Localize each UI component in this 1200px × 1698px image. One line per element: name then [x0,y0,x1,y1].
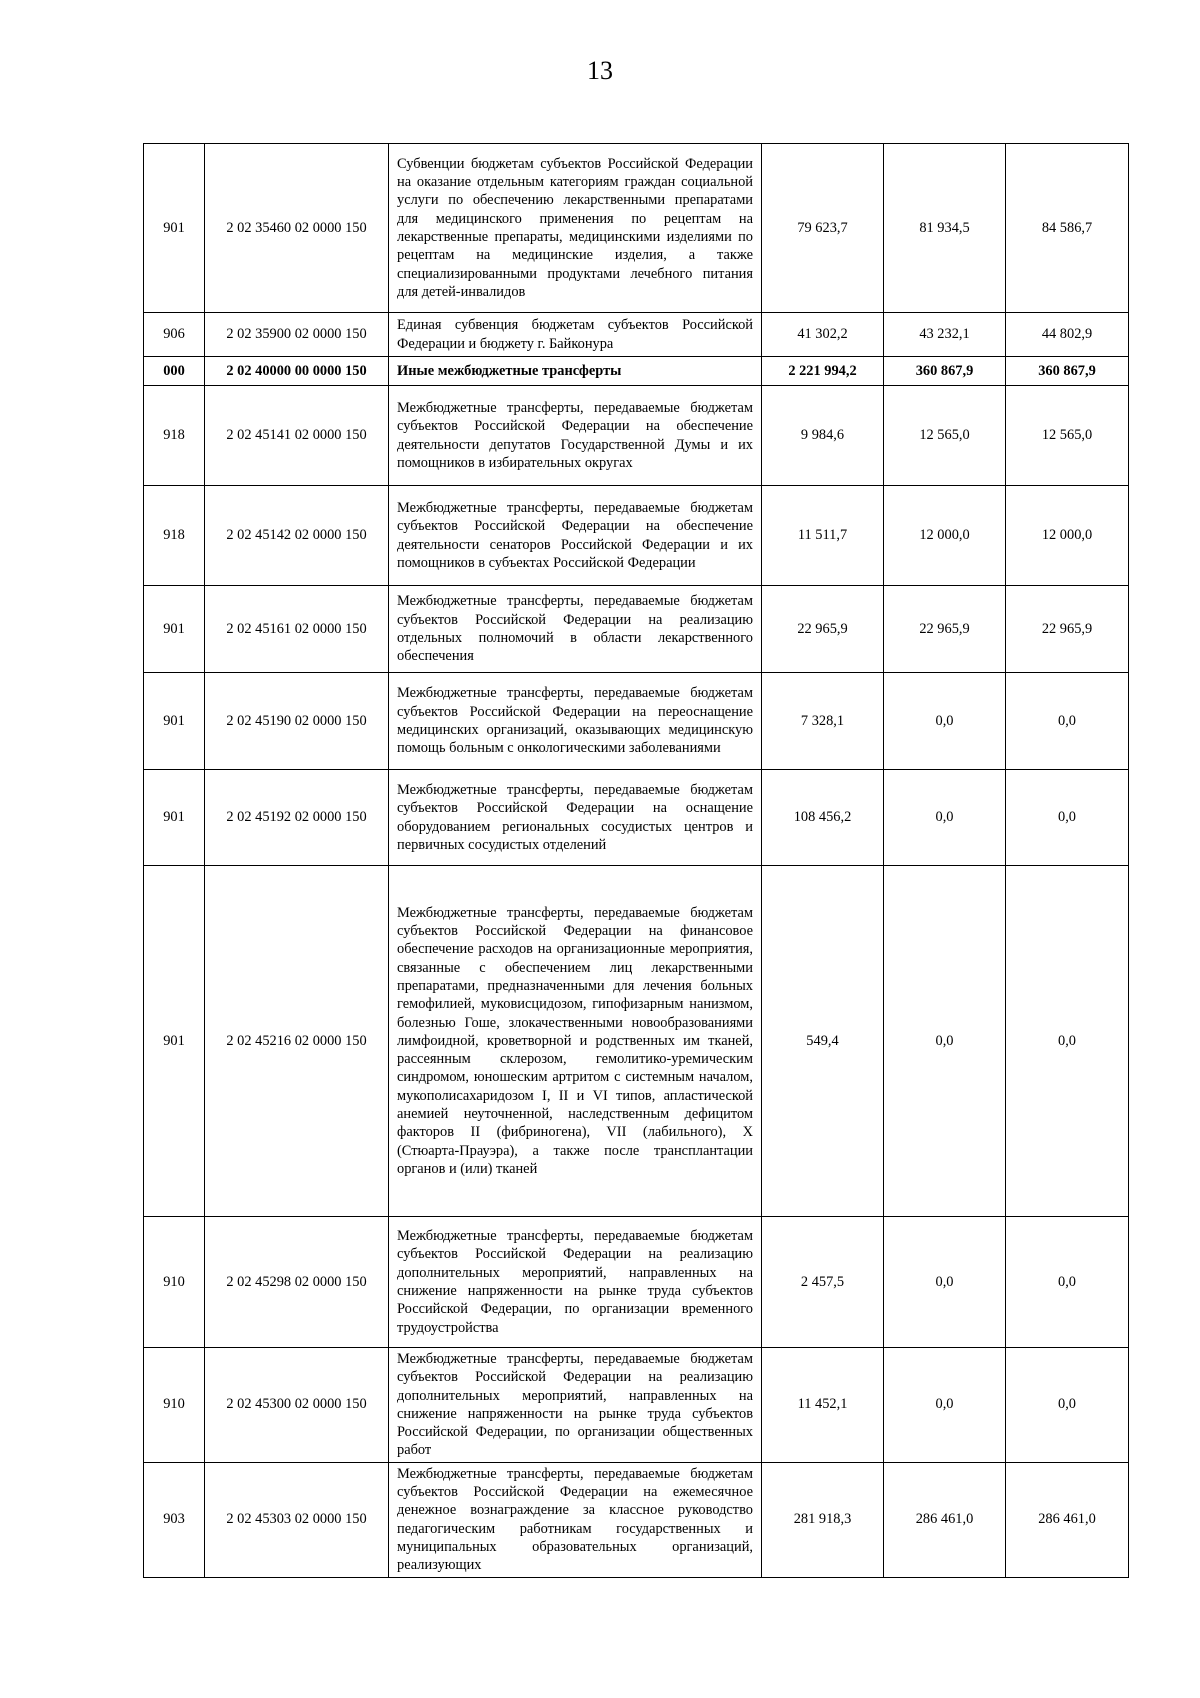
amount-year-1-cell: 11 452,1 [762,1348,884,1463]
table-row [144,144,1129,313]
amount-year-3-cell: 12 000,0 [1006,486,1129,586]
table-row [144,673,1129,770]
budget-code-cell: 2 02 35460 02 0000 150 [205,144,389,313]
budget-code-cell: 2 02 45190 02 0000 150 [205,673,389,770]
admin-code-cell: 906 [144,313,205,357]
budget-code-cell: 2 02 45300 02 0000 150 [205,1348,389,1463]
budget-revenue-table [143,143,1129,1578]
admin-code-cell: 901 [144,586,205,673]
amount-year-1-cell: 79 623,7 [762,144,884,313]
budget-code-cell: 2 02 45303 02 0000 150 [205,1462,389,1577]
amount-year-3-cell: 0,0 [1006,1348,1129,1463]
description-cell: Иные межбюджетные трансферты [389,357,762,386]
amount-year-2-cell: 22 965,9 [884,586,1006,673]
description-cell: Субвенции бюджетам субъектов Российской Федерации на оказание отдельным категориям граждан социальной услуги по обеспечению лекарственными препаратами для медицинского применения по рецептам на лекарственные препараты, медицинскими изделиями по рецептам на медицинские изделия, а также специализированными продуктами лечебного питания для детей-инвалидов [389,144,762,313]
amount-year-1-cell: 7 328,1 [762,673,884,770]
amount-year-2-cell: 286 461,0 [884,1462,1006,1577]
table-body [144,144,1129,1578]
budget-code-cell: 2 02 45298 02 0000 150 [205,1217,389,1348]
amount-year-1-cell: 549,4 [762,866,884,1217]
budget-code-cell: 2 02 45192 02 0000 150 [205,770,389,866]
budget-code-cell: 2 02 45142 02 0000 150 [205,486,389,586]
description-cell: Межбюджетные трансферты, передаваемые бюджетам субъектов Российской Федерации на оснащение оборудованием региональных сосудистых центров и первичных сосудистых отделений [389,770,762,866]
table-row [144,1348,1129,1463]
description-cell: Межбюджетные трансферты, передаваемые бюджетам субъектов Российской Федерации на реализацию дополнительных мероприятий, направленных на снижение напряженности на рынке труда субъектов Российской Федерации, по организации общественных работ [389,1348,762,1463]
amount-year-3-cell: 0,0 [1006,770,1129,866]
amount-year-1-cell: 108 456,2 [762,770,884,866]
admin-code-cell: 910 [144,1348,205,1463]
table-row [144,586,1129,673]
description-cell: Межбюджетные трансферты, передаваемые бюджетам субъектов Российской Федерации на обеспечение деятельности депутатов Государственной Думы и их помощников в избирательных округах [389,386,762,486]
table-row [144,1462,1129,1577]
table-row [144,770,1129,866]
description-cell: Межбюджетные трансферты, передаваемые бюджетам субъектов Российской Федерации на реализацию дополнительных мероприятий, направленных на снижение напряженности на рынке труда субъектов Российской Федерации, по организации временного трудоустройства [389,1217,762,1348]
amount-year-3-cell: 360 867,9 [1006,357,1129,386]
amount-year-1-cell: 11 511,7 [762,486,884,586]
description-cell: Межбюджетные трансферты, передаваемые бюджетам субъектов Российской Федерации на ежемесячное денежное вознаграждение за классное руководство педагогическим работникам государственных и муниципальных образовательных организаций, реализующих [389,1462,762,1577]
amount-year-2-cell: 81 934,5 [884,144,1006,313]
admin-code-cell: 910 [144,1217,205,1348]
amount-year-2-cell: 0,0 [884,1217,1006,1348]
amount-year-2-cell: 12 565,0 [884,386,1006,486]
table-row [144,357,1129,386]
table-row [144,486,1129,586]
amount-year-1-cell: 41 302,2 [762,313,884,357]
description-cell: Межбюджетные трансферты, передаваемые бюджетам субъектов Российской Федерации на переоснащение медицинских организаций, оказывающих медицинскую помощь больным с онкологическими заболеваниями [389,673,762,770]
admin-code-cell: 918 [144,486,205,586]
amount-year-3-cell: 0,0 [1006,866,1129,1217]
admin-code-cell: 918 [144,386,205,486]
amount-year-3-cell: 0,0 [1006,1217,1129,1348]
amount-year-1-cell: 2 221 994,2 [762,357,884,386]
budget-code-cell: 2 02 35900 02 0000 150 [205,313,389,357]
table-row [144,866,1129,1217]
budget-code-cell: 2 02 45161 02 0000 150 [205,586,389,673]
budget-code-cell: 2 02 45216 02 0000 150 [205,866,389,1217]
description-cell: Единая субвенция бюджетам субъектов Российской Федерации и бюджету г. Байконура [389,313,762,357]
description-cell: Межбюджетные трансферты, передаваемые бюджетам субъектов Российской Федерации на реализацию отдельных полномочий в области лекарственного обеспечения [389,586,762,673]
admin-code-cell: 901 [144,770,205,866]
table-row [144,1217,1129,1348]
amount-year-2-cell: 12 000,0 [884,486,1006,586]
amount-year-2-cell: 0,0 [884,673,1006,770]
amount-year-3-cell: 22 965,9 [1006,586,1129,673]
amount-year-2-cell: 0,0 [884,1348,1006,1463]
admin-code-cell: 901 [144,673,205,770]
description-cell: Межбюджетные трансферты, передаваемые бюджетам субъектов Российской Федерации на обеспечение деятельности сенаторов Российской Федерации и их помощников в субъектах Российской Федерации [389,486,762,586]
amount-year-2-cell: 0,0 [884,770,1006,866]
admin-code-cell: 903 [144,1462,205,1577]
amount-year-2-cell: 360 867,9 [884,357,1006,386]
description-cell: Межбюджетные трансферты, передаваемые бюджетам субъектов Российской Федерации на финансовое обеспечение расходов на организационные мероприятия, связанные с обеспечением лиц лекарственными препаратами, предназначенными для лечения больных гемофилией, муковисцидозом, гипофизарным нанизмом, болезнью Гоше, злокачественными новообразованиями лимфоидной, кроветворной и родственных им тканей, рассеянным склерозом, гемолитико-уремическим синдромом, юношеским артритом с системным началом, мукополисахаридозом I, II и VI типов, апластической анемией неуточненной, наследственным дефицитом факторов II (фибриногена), VII (лабильного), X (Стюарта-Прауэра), а также после трансплантации органов и (или) тканей [389,866,762,1217]
page-number: 13 [587,56,613,85]
amount-year-2-cell: 0,0 [884,866,1006,1217]
admin-code-cell: 901 [144,144,205,313]
budget-code-cell: 2 02 45141 02 0000 150 [205,386,389,486]
amount-year-3-cell: 0,0 [1006,673,1129,770]
amount-year-3-cell: 84 586,7 [1006,144,1129,313]
amount-year-1-cell: 2 457,5 [762,1217,884,1348]
amount-year-2-cell: 43 232,1 [884,313,1006,357]
amount-year-1-cell: 22 965,9 [762,586,884,673]
amount-year-1-cell: 9 984,6 [762,386,884,486]
amount-year-1-cell: 281 918,3 [762,1462,884,1577]
admin-code-cell: 000 [144,357,205,386]
table-row [144,313,1129,357]
amount-year-3-cell: 44 802,9 [1006,313,1129,357]
amount-year-3-cell: 12 565,0 [1006,386,1129,486]
admin-code-cell: 901 [144,866,205,1217]
budget-code-cell: 2 02 40000 00 0000 150 [205,357,389,386]
table-row [144,386,1129,486]
amount-year-3-cell: 286 461,0 [1006,1462,1129,1577]
